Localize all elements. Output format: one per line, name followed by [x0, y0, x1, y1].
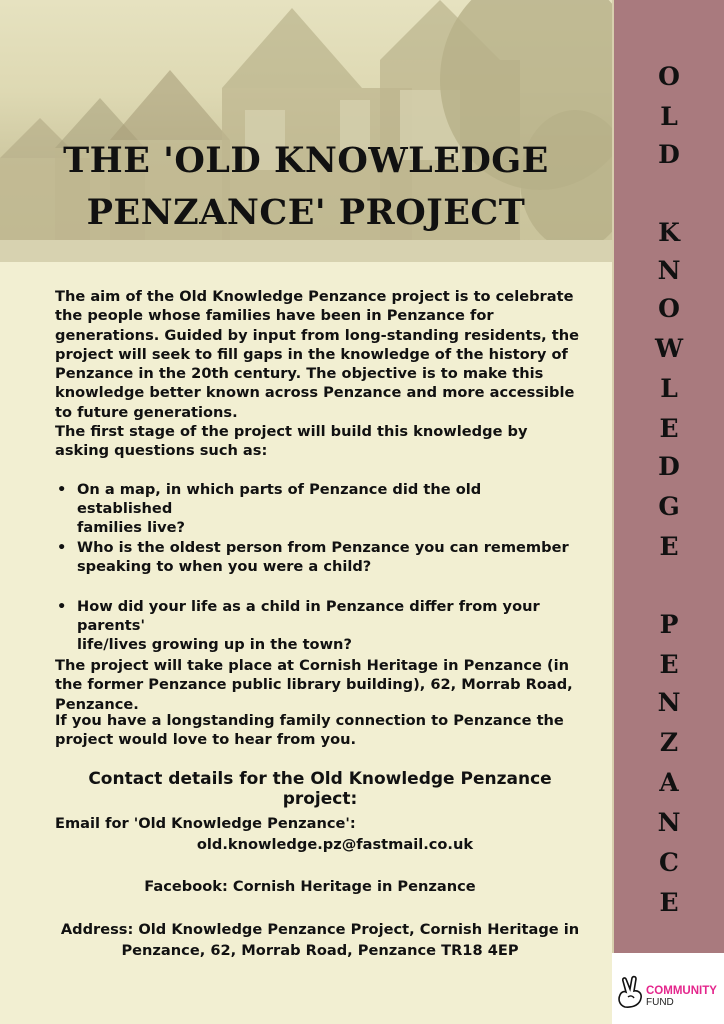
sidebar-letter: P	[659, 610, 679, 639]
sidebar-letter: E	[659, 888, 679, 917]
contact-heading: Contact details for the Old Knowledge Penzance project:	[88, 769, 552, 809]
title-line-2: PENZANCE' PROJECT	[86, 192, 526, 233]
question-text: families live?	[77, 519, 185, 537]
crossed-fingers-icon	[616, 975, 646, 1009]
address-block	[55, 920, 585, 961]
question-text: On a map, in which parts of Penzance did the old established	[77, 481, 482, 518]
sidebar-letter: L	[660, 102, 678, 131]
address-line-1: Address: Old Knowledge Penzance Project, Cornish Heritage in	[60, 921, 580, 938]
bullet-icon: •	[57, 481, 67, 498]
sidebar-letter: E	[659, 650, 679, 679]
bullet-icon: •	[57, 598, 67, 615]
question-text: Who is the oldest person from Penzance you can remember	[77, 539, 569, 556]
sidebar-letter: A	[659, 768, 679, 797]
email-label: Email for 'Old Knowledge Penzance':	[55, 815, 356, 832]
sidebar-letter: Z	[659, 728, 679, 757]
sidebar-letter: O	[658, 62, 680, 91]
sidebar-letter: W	[654, 334, 684, 363]
question-item	[57, 597, 577, 655]
sidebar-letter: D	[658, 452, 680, 481]
community-fund-logo	[612, 953, 724, 1024]
question-text: speaking to when you were a child?	[77, 558, 372, 576]
question-item	[57, 538, 577, 576]
sidebar-letter: G	[658, 492, 680, 521]
sidebar-letter: L	[660, 374, 678, 403]
logo-text	[646, 986, 717, 1008]
question-item	[57, 480, 577, 538]
email-link[interactable]: old.knowledge.pz@fastmail.co.uk	[196, 836, 474, 853]
facebook-text: Facebook: Cornish Heritage in Penzance	[144, 878, 476, 895]
questions-list	[57, 480, 577, 538]
logo-line-2: FUND	[646, 997, 674, 1008]
bullet-icon: •	[57, 539, 67, 556]
invite-paragraph: If you have a longstanding family connection to Penzance the project would love to hear from you.	[55, 712, 564, 749]
questions-list	[57, 597, 577, 655]
logo-line-1: COMMUNITY	[646, 985, 717, 997]
sidebar-letter: K	[658, 218, 680, 247]
sidebar-letter: O	[658, 294, 680, 323]
hero-banner	[0, 0, 612, 262]
questions-list	[57, 538, 577, 576]
location-paragraph: The project will take place at Cornish Heritage in Penzance (in the former Penzance public library building), 62, Morrab Road, Penzance.	[55, 657, 573, 713]
sidebar-letter: N	[657, 688, 681, 717]
title-line-1: THE 'OLD KNOWLEDGE	[63, 140, 549, 181]
sidebar-letter: N	[657, 808, 681, 837]
sidebar-letter: N	[657, 256, 681, 285]
intro-paragraph: The aim of the Old Knowledge Penzance project is to celebrate the people whose families have been in Penzance for generations. Guided by input from long-standing residents, the project will seek to fill gaps in the knowledge of the history of Penzance in the 20th century. The objective is to make this knowledge better known across Penzance and more accessible to future generations.	[55, 288, 580, 421]
address-line-2: Penzance, 62, Morrab Road, Penzance TR18 4EP	[121, 941, 519, 959]
sidebar-letter: E	[659, 532, 679, 561]
page-title	[0, 135, 612, 239]
sidebar-letter: C	[659, 848, 679, 877]
first-stage-paragraph: The first stage of the project will build this knowledge by asking questions such as:	[55, 423, 528, 460]
vertical-title-sidebar	[612, 0, 724, 953]
question-text: life/lives growing up in the town?	[77, 636, 352, 654]
question-text: How did your life as a child in Penzance differ from your parents'	[77, 598, 540, 635]
sidebar-letter: D	[658, 140, 680, 169]
sidebar-letter: E	[659, 414, 679, 443]
